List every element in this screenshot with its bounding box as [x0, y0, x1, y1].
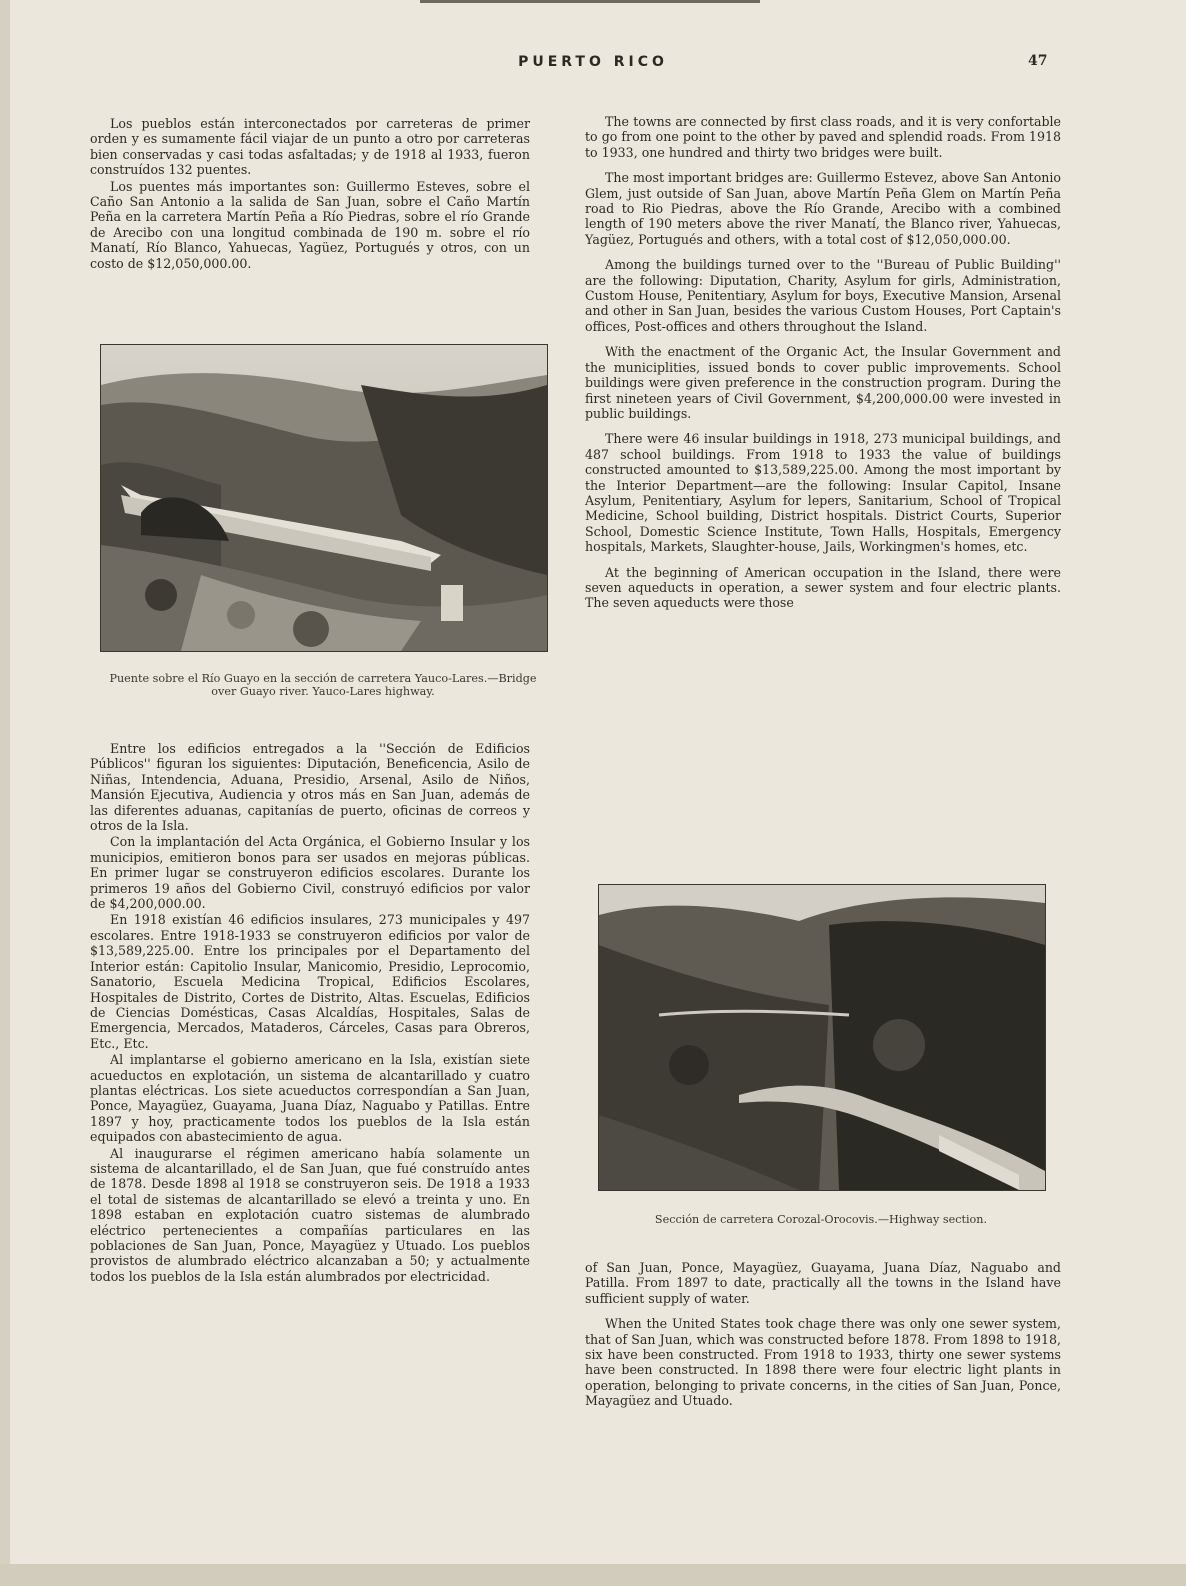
paragraph: The most important bridges are: Guillermo Estevez, above San Antonio Glem, just outside of San Juan, above Martín Peña Glem on Martín Peña road to Rio Piedras, above the Río Grande, Arecibo with a combined length of 190 meters above the river Manatí, the Blanco river, Yahuecas, Yagüez, Portugués and others, with a total cost of $12,050,000.00.: [585, 170, 1061, 247]
right-column-bottom: [585, 1260, 1061, 1419]
bridge-photo-caption: Puente sobre el Río Guayo en la sección de carretera Yauco-Lares.—Bridge over Guayo river. Yauco-Lares highway.: [109, 672, 537, 698]
paragraph: Con la implantación del Acta Orgánica, el Gobierno Insular y los municipios, emitieron bonos para ser usados en mejoras públicas. En primer lugar se construyeron edificios escolares. Durante los primeros 19 años del Gobierno Civil, construyó edificios por valor de $4,200,000.00.: [90, 834, 530, 912]
paragraph: When the United States took chage there was only one sewer system, that of San Juan, which was constructed before 1878. From 1898 to 1918, six have been constructed. From 1918 to 1933, thirty one sewer systems have been constructed. In 1898 there were four electric light plants in operation, belonging to private concerns, in the cities of San Juan, Ponce, Mayagüez and Utuado.: [585, 1316, 1061, 1409]
paragraph: There were 46 insular buildings in 1918, 273 municipal buildings, and 487 school buildings. From 1918 to 1933 the value of buildings constructed amounted to $13,589,225.00. Among the most important by the Interior Department—are the following: Insular Capitol, Insane Asylum, Penitentiary, Asylum for lepers, Sanitarium, School of Tropical Medicine, School building, District hospitals. District Courts, Superior School, Domestic Science Institute, Town Halls, Hospitals, Emergency hospitals, Markets, Slaughter-house, Jails, Workingmen's homes, etc.: [585, 431, 1061, 555]
paragraph: Al implantarse el gobierno americano en la Isla, existían siete acueductos en explotación, un sistema de alcantarillado y cuatro plantas eléctricas. Los siete acueductos correspondían a San Juan, Ponce, Mayagüez, Guayama, Juana Díaz, Naguabo y Patillas. Entre 1897 y hoy, practicamente todos los pueblos de la Isla están equipados con abastecimiento de agua.: [90, 1052, 530, 1145]
running-header: PUERTO RICO: [518, 54, 668, 70]
page-bottom-edge: [0, 1564, 1186, 1586]
page-number: 47: [1028, 53, 1048, 69]
highway-photo-caption: Sección de carretera Corozal-Orocovis.—Highway section.: [654, 1213, 988, 1226]
paragraph: With the enactment of the Organic Act, the Insular Government and the municiplities, issued bonds to cover public improvements. School buildings were given preference in the construction program. During the first nineteen years of Civil Government, $4,200,000.00 were invested in public buildings.: [585, 344, 1061, 421]
paragraph: En 1918 existían 46 edificios insulares, 273 municipales y 497 escolares. Entre 1918-1933 se construyeron edificios por valor de $13,589,225.00. Entre los principales por el Departamento del Interior están: Capitolio Insular, Manicomio, Presidio, Leprocomio, Sanatorio, Escuela Medicina Tropical, Edificios Escolares, Hospitales de Distrito, Cortes de Distrito, Altas. Escuelas, Edificios de Ciencias Domésticas, Casas Alcaldías, Hospitales, Salas de Emergencia, Mercados, Mataderos, Cárceles, Casas para Obreros, Etc., Etc.: [90, 912, 530, 1051]
paragraph: Los pueblos están interconectados por carreteras de primer orden y es sumamente fácil viajar de un punto a otro por carreteras bien conservadas y casi todas asfaltadas; y de 1918 al 1933, fueron construídos 132 puentes.: [90, 116, 530, 178]
paragraph: of San Juan, Ponce, Mayagüez, Guayama, Juana Díaz, Naguabo and Patilla. From 1897 to date, practically all the towns in the Island have sufficient supply of water.: [585, 1260, 1061, 1306]
left-column-top: [90, 116, 530, 272]
bridge-photo: [100, 344, 548, 652]
paragraph: Entre los edificios entregados a la ''Sección de Edificios Públicos'' figuran los siguientes: Diputación, Beneficencia, Asilo de Niñas, Intendencia, Aduana, Presidio, Arsenal, Asilo de Niños, Mansión Ejecutiva, Audiencia y otros más en San Juan, además de las diferentes aduanas, capitanías de puerto, oficinas de correos y otros de la Isla.: [90, 741, 530, 834]
right-column-top: [585, 114, 1061, 621]
page-left-edge: [0, 0, 10, 1586]
paragraph: Los puentes más importantes son: Guillermo Esteves, sobre el Caño San Antonio a la salida de San Juan, sobre el Caño Martín Peña en la carretera Martín Peña a Río Piedras, sobre el río Grande de Arecibo con una longitud combinada de 190 m. sobre el río Manatí, Río Blanco, Yahuecas, Yagüez, Portugués y otros, con un costo de $12,050,000.00.: [90, 178, 530, 271]
left-column-bottom: [90, 741, 530, 1285]
paragraph: Al inaugurarse el régimen americano había solamente un sistema de alcantarillado, el de San Juan, que fué construído antes de 1878. Desde 1898 al 1918 se construyeron seis. De 1918 a 1933 el total de sistemas de alcantarillado se elevó a treinta y uno. En 1898 estaban en explotación cuatro sistemas de alumbrado eléctrico pertenecientes a compañías particulares en las poblaciones de San Juan, Ponce, Mayagüez y Utuado. Los pueblos provistos de alumbrado eléctrico alcanzaban a 50; y actualmente todos los pueblos de la Isla están alumbrados por electricidad.: [90, 1145, 530, 1284]
top-rule: [420, 0, 760, 3]
paragraph: The towns are connected by first class roads, and it is very confortable to go from one point to the other by paved and splendid roads. From 1918 to 1933, one hundred and thirty two bridges were built.: [585, 114, 1061, 160]
paragraph: Among the buildings turned over to the ''Bureau of Public Building'' are the following: Diputation, Charity, Asylum for girls, Administration, Custom House, Penitentiary, Asylum for boys, Executive Mansion, Arsenal and other in San Juan, besides the various Custom Houses, Port Captain's offices, Post-offices and others throughout the Island.: [585, 257, 1061, 334]
paragraph: At the beginning of American occupation in the Island, there were seven aqueducts in operation, a sewer system and four electric plants. The seven aqueducts were those: [585, 564, 1061, 611]
highway-photo: [598, 884, 1046, 1191]
